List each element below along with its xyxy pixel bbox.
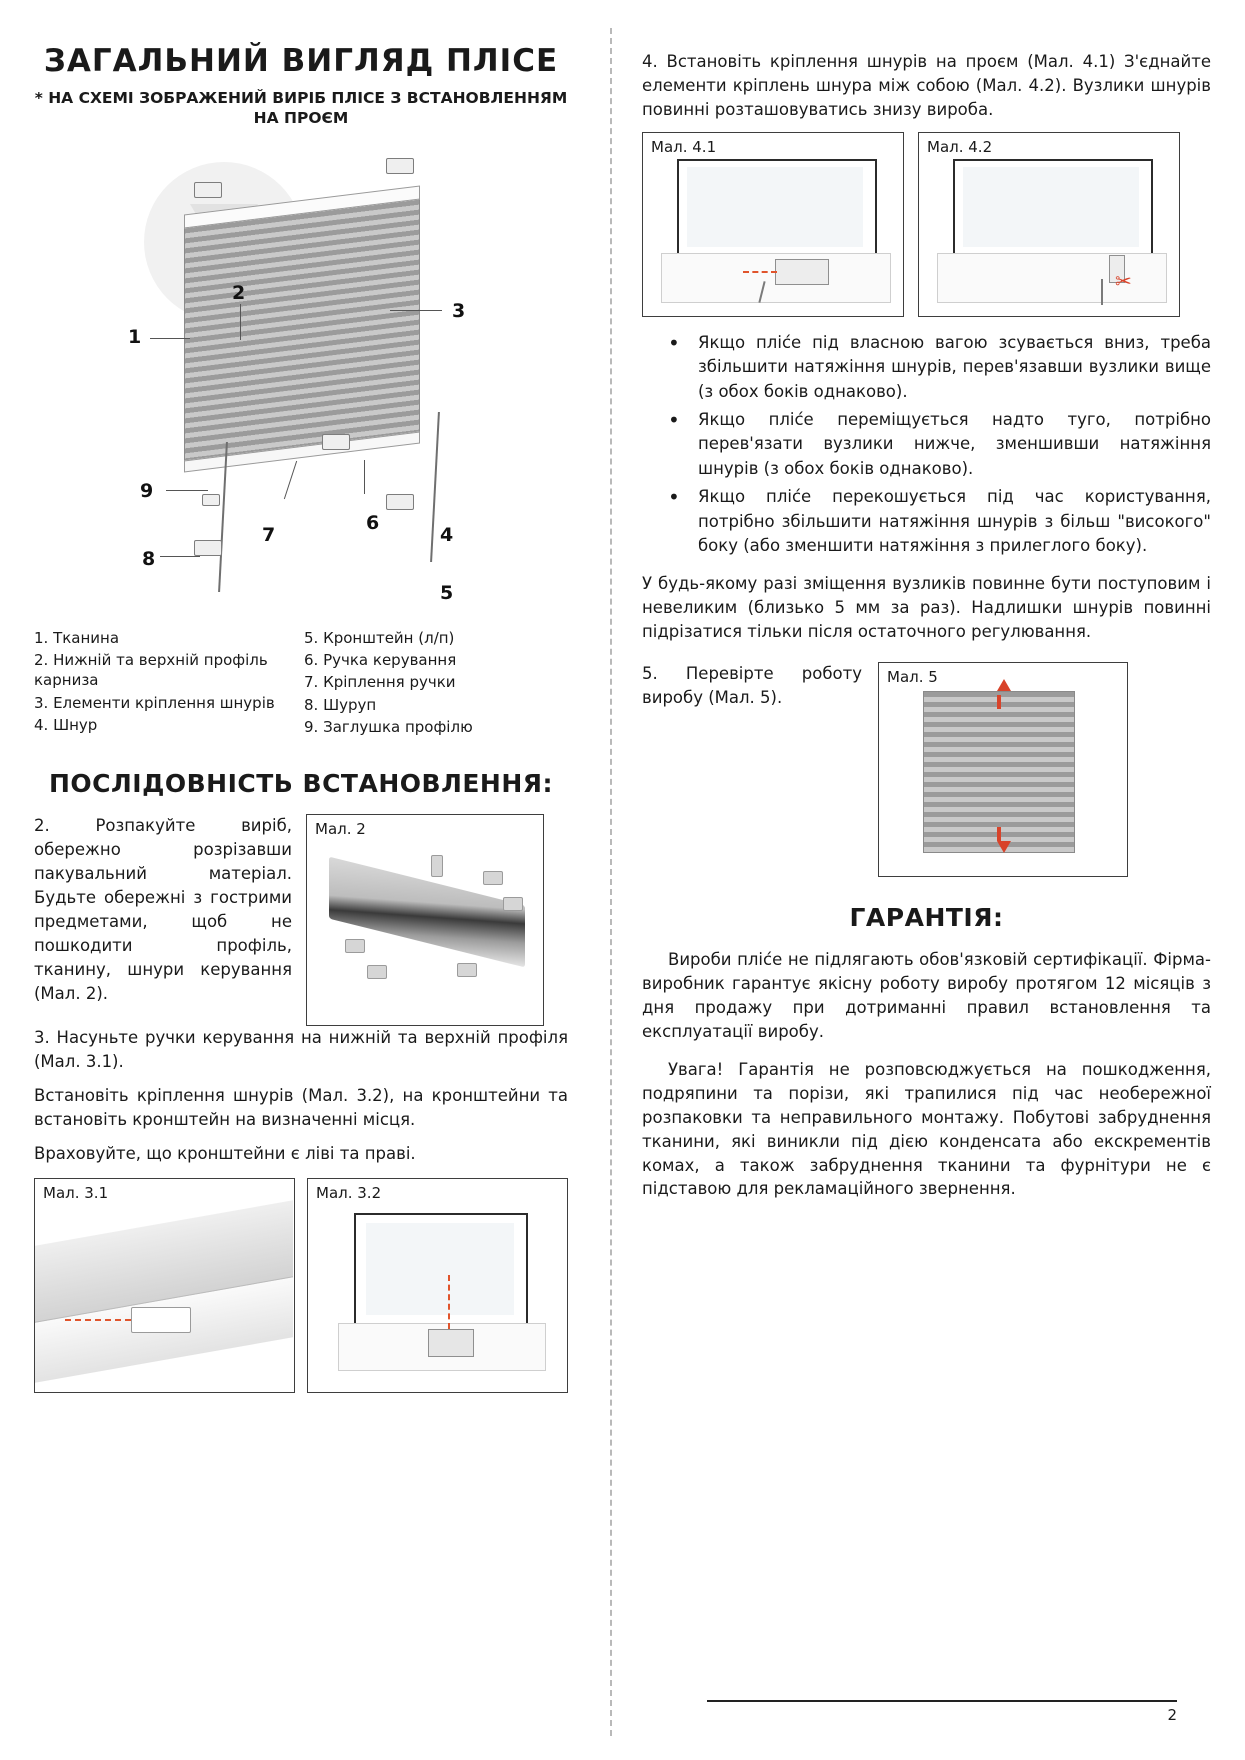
page-subtitle: * НА СХЕМІ ЗОБРАЖЕНИЙ ВИРІБ ПЛІСЕ З ВСТАНОВЛЕННЯМ НА ПРОЄМ	[34, 88, 568, 127]
window-glass	[963, 167, 1139, 247]
cord-fastener	[775, 259, 829, 285]
screw-part	[202, 494, 220, 506]
figure-3-1-label: Мал. 3.1	[43, 1183, 109, 1202]
leader-3	[390, 310, 442, 311]
legend-item: 4. Шнур	[34, 715, 98, 734]
arrow-down-icon	[997, 841, 1011, 853]
figure-2-label: Мал. 2	[315, 820, 366, 839]
step-3-text-a: 3. Насуньте ручки керування на нижній та верхній профіля (Мал. 3.1).	[34, 1028, 568, 1072]
legend-item: 2. Нижній та верхній профіль карниза	[34, 651, 268, 690]
legend-item: 8. Шуруп	[304, 695, 377, 714]
leader-2	[240, 304, 241, 340]
arrow-down-stem	[997, 827, 1001, 841]
step-5-block	[642, 662, 1211, 877]
clip-part	[483, 871, 503, 885]
figures-4-row	[642, 132, 1211, 317]
figure-3-2-label: Мал. 3.2	[316, 1183, 382, 1202]
bracket-bottom-right	[386, 494, 414, 510]
handle-upper	[322, 434, 350, 450]
callout-6: 6	[366, 511, 380, 534]
warranty-paragraph-1: Вироби пліс́е не підлягають обов'язковій сертифікації. Фірма-виробник гарантує якісну роботу виробу протягом 12 місяців з дня продажу при дотриманні правил встановлення та експлуатації виробу.	[642, 950, 1211, 1041]
figures-3-row	[34, 1178, 568, 1393]
adjustment-bullets	[642, 331, 1211, 559]
callout-9: 9	[140, 479, 154, 502]
figure-4-2	[918, 132, 1180, 317]
cord-right	[430, 412, 440, 562]
leader-8	[160, 556, 200, 557]
step-5-text: 5. Перевірте роботу виробу (Мал. 5).	[642, 664, 862, 708]
bracket-top-left	[194, 182, 222, 198]
clip-part	[503, 897, 523, 911]
window-glass	[687, 167, 863, 247]
step-3-text-b: Встановіть кріплення шнурів (Мал. 3.2), на кронштейни та встановіть кронштейн на визначенні місця.	[34, 1086, 568, 1129]
pleated-blind-illustration	[184, 185, 420, 464]
figure-4-1-label: Мал. 4.1	[651, 137, 717, 156]
figure-2	[306, 814, 544, 1026]
figure-4-2-label: Мал. 4.2	[927, 137, 993, 156]
right-column	[628, 28, 1211, 1736]
step-2-text: 2. Розпакуйте виріб, обережно розрізавши пакувальний матеріал. Будьте обережні з гострими предметами, щоб не пошкодити профіль, тканину, шнури керування (Мал. 2).	[34, 816, 292, 1003]
bullet-item: • Якщо пліс́е переміщується надто туго, потрібно перев'язати вузлики нижче, зменшивши натяжіння шнурів (з обох боків однаково).	[642, 408, 1211, 481]
legend-item: 3. Елементи кріплення шнурів	[34, 693, 275, 712]
cord-mount-bracket	[428, 1329, 474, 1357]
callout-8: 8	[142, 547, 156, 570]
control-handle	[131, 1307, 191, 1333]
clip-part	[431, 855, 443, 877]
section-title-installation: ПОСЛІДОВНІСТЬ ВСТАНОВЛЕННЯ:	[48, 769, 553, 799]
leader-1	[150, 338, 190, 339]
callout-1: 1	[128, 325, 142, 348]
legend-item: 9. Заглушка профілю	[304, 717, 473, 736]
clip-part	[367, 965, 387, 979]
figure-4-1	[642, 132, 904, 317]
legend-item: 6. Ручка керування	[304, 651, 457, 670]
legend-item: 1. Тканина	[34, 628, 120, 647]
alignment-dash	[743, 271, 777, 273]
callout-3: 3	[452, 299, 466, 322]
legend-column-1	[34, 628, 304, 739]
left-column	[34, 28, 594, 1736]
scissors-icon: ✂	[1115, 268, 1132, 293]
legend-item: 7. Кріплення ручки	[304, 673, 456, 692]
legend	[34, 628, 568, 739]
figure-5-label: Мал. 5	[887, 668, 938, 687]
step-2-block	[34, 814, 568, 1026]
column-divider	[610, 28, 612, 1736]
bracket-bottom-left	[194, 540, 222, 556]
callout-7: 7	[262, 523, 276, 546]
bullet-item: • Якщо пліс́е перекошується під час користування, потрібно збільшити натяжіння шнурів з більш "високого" боку (або зменшити натяжіння з прилеглого боку).	[642, 485, 1211, 558]
pleated-fabric	[184, 199, 420, 460]
section-title-warranty: ГАРАНТІЯ:	[849, 903, 1004, 933]
bracket-top-right	[386, 158, 414, 174]
callout-4: 4	[440, 523, 454, 546]
figure-3-2	[307, 1178, 568, 1393]
callout-5: 5	[440, 581, 454, 604]
page-number: 2	[1167, 1706, 1177, 1724]
step-3-text-c: Враховуйте, що кронштейни є ліві та праві.	[34, 1143, 416, 1163]
leader-7	[284, 461, 297, 499]
leader-6	[364, 460, 365, 494]
legend-column-2	[304, 628, 568, 739]
clip-part	[345, 939, 365, 953]
arrow-up-stem	[997, 695, 1001, 709]
arrow-up-icon	[997, 679, 1011, 691]
page-title: ЗАГАЛЬНИЙ ВИГЛЯД ПЛІСЕ	[43, 43, 559, 79]
callout-2: 2	[232, 281, 246, 304]
step-4-text: 4. Встановіть кріплення шнурів на проєм (Мал. 4.1) З'єднайте елементи кріплень шнура між собою (Мал. 4.2). Вузлики шнурів повинні розташовуватись знизу виробa.	[642, 52, 1211, 119]
figure-3-1	[34, 1178, 295, 1393]
warranty-paragraph-2: Увага! Гарантія не розповсюджується на пошкодження, подряпини та порізи, які трапилися під час необережної розпаковки та неправильного монтажу. Побутові забруднення тканини, які виникли під дією конденсата або екскрементів комах, а також забруднення тканини та фурнітури не є підставою для рекламаційного звернення.	[642, 1059, 1211, 1199]
legend-item: 5. Кронштейн (л/п)	[304, 628, 455, 647]
cord-end	[1101, 279, 1103, 305]
handle-alignment-line	[65, 1319, 131, 1321]
window-sill	[937, 253, 1167, 303]
overview-diagram	[34, 142, 568, 622]
adjustment-note: У будь-якому разі зміщення вузликів повинне бути поступовим і невеликим (близько 5 мм за раз). Надлишки шнурів повинні підрізатися тільки після остаточного регулювання.	[642, 574, 1211, 642]
footer-rule	[707, 1700, 1177, 1702]
cord-guide-line	[448, 1275, 450, 1329]
figure-5	[878, 662, 1128, 877]
clip-part	[457, 963, 477, 977]
window-glass	[366, 1223, 514, 1315]
bullet-item: • Якщо пліс́е під власною вагою зсувається вниз, треба збільшити натяжіння шнурів, перев'язавши вузлики вище (з обох боків однаково).	[642, 331, 1211, 404]
leader-9	[166, 490, 208, 491]
